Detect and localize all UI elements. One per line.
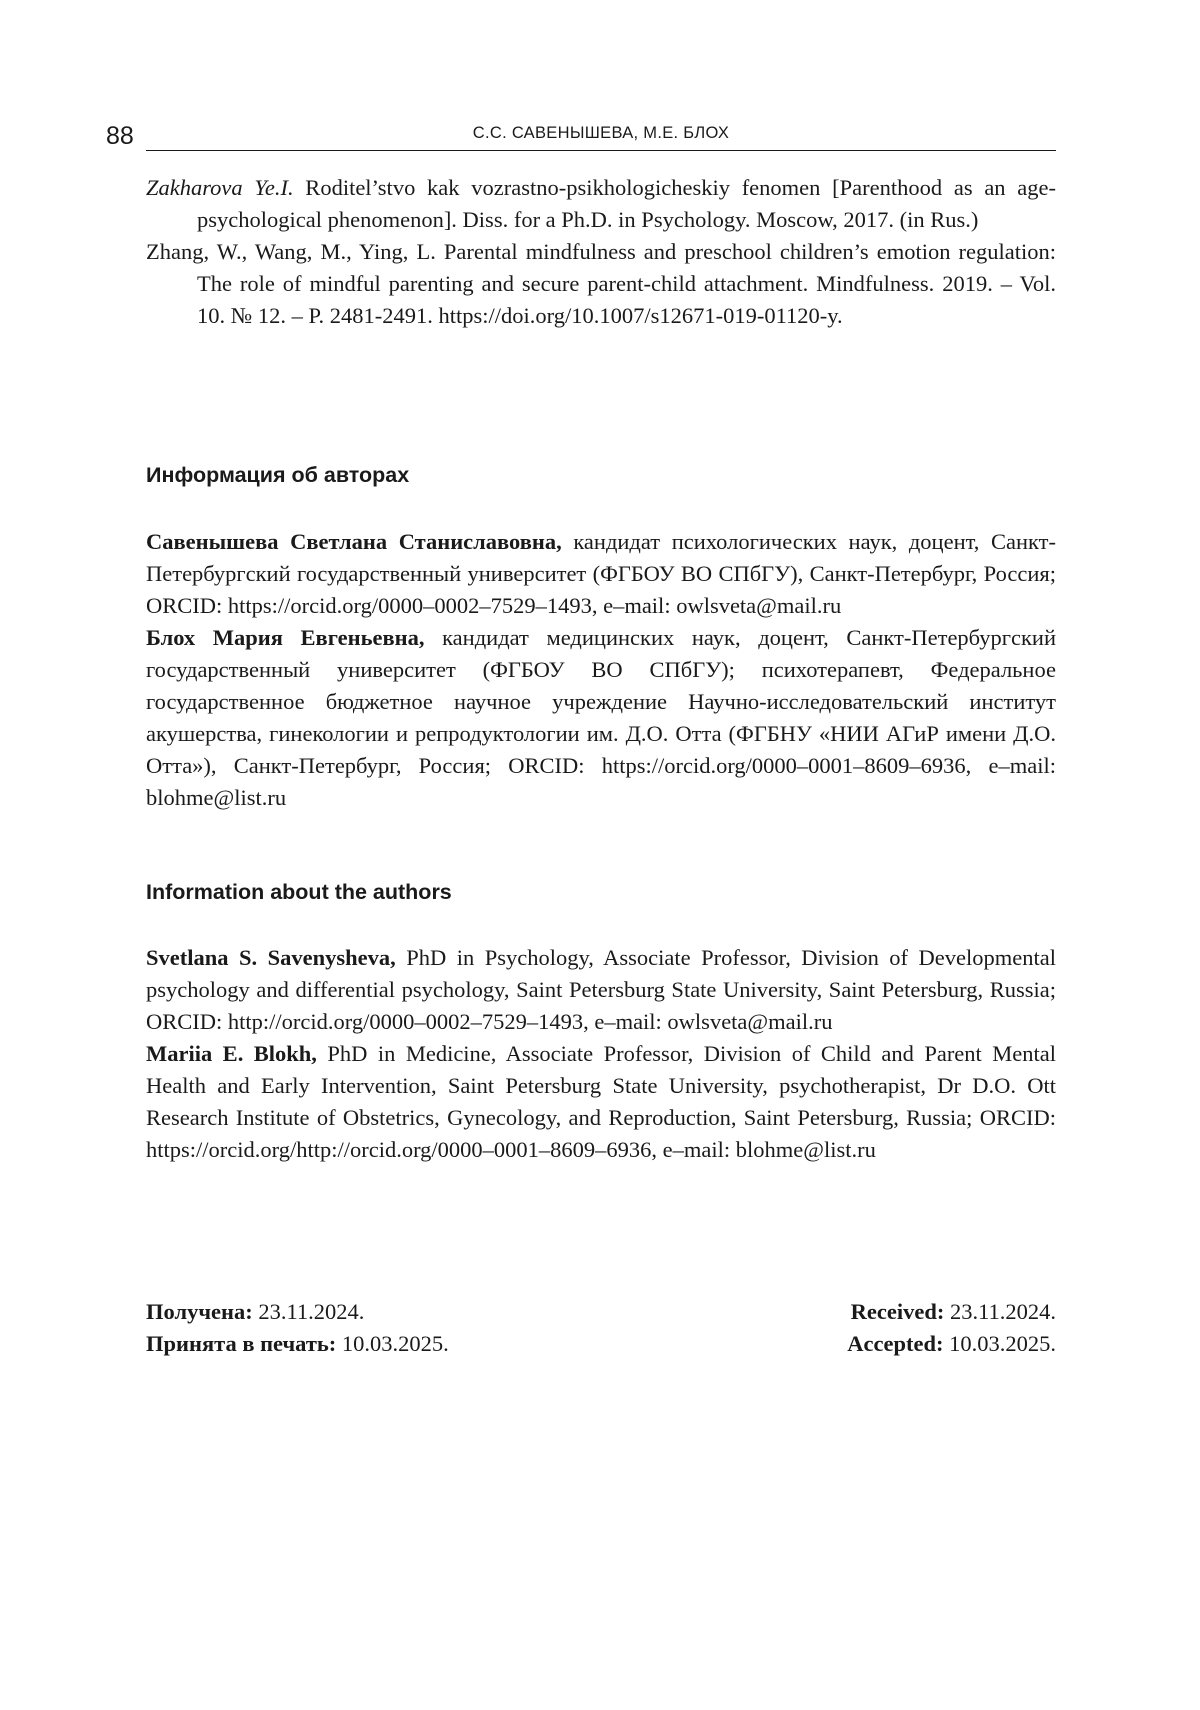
received-ru-label: Получена: xyxy=(146,1299,253,1324)
publication-dates xyxy=(146,1296,1056,1360)
authors-info-ru xyxy=(146,526,1056,814)
author-name: Савенышева Светлана Станиславовна, xyxy=(146,529,562,554)
received-en-value: 23.11.2024. xyxy=(944,1299,1056,1324)
accepted-ru-value: 10.03.2025. xyxy=(336,1331,449,1356)
received-ru xyxy=(146,1296,364,1328)
author-entry xyxy=(146,622,1056,814)
header-rule xyxy=(146,150,1056,151)
reference-text: Zhang, W., Wang, M., Ying, L. Parental mindfulness and preschool children’s emotion regulation: The role of mindful parenting and secure parent-child attachment. Mindfulness. 2019. – Vol. 10. № 12. – P. 2481-2491. https://doi.org/10.1007/s12671-019-01120-y. xyxy=(146,239,1056,328)
author-name: Svetlana S. Savenysheva, xyxy=(146,945,396,970)
author-name: Блох Мария Евгеньевна, xyxy=(146,625,425,650)
author-name: Mariia E. Blokh, xyxy=(146,1041,317,1066)
author-entry xyxy=(146,942,1056,1038)
reference-author: Zakharova Ye.I. xyxy=(146,175,294,200)
authors-heading-en: Information about the authors xyxy=(146,880,452,904)
date-row-received xyxy=(146,1296,1056,1328)
accepted-en xyxy=(847,1328,1056,1360)
reference-text: Roditel’stvo kak vozrastno-psikhologicheskiy fenomen [Parenthood as an age-psychological phenomenon]. Diss. for a Ph.D. in Psychology. Moscow, 2017. (in Rus.) xyxy=(197,175,1056,232)
page-number: 88 xyxy=(106,122,134,150)
accepted-en-label: Accepted: xyxy=(847,1331,944,1356)
author-details: PhD in Medicine, Associate Professor, Division of Child and Parent Mental Health and Early Intervention, Saint Petersburg State University, psychotherapist, Dr D.O. Ott Research Institute of Obstetrics, Gynecology, and Reproduction, Saint Petersburg, Russia; ORCID: https://orcid.org/http://orcid.org/0000–0001–8609–6936, e–mail: blohme@list.ru xyxy=(146,1041,1056,1162)
authors-info-en xyxy=(146,942,1056,1166)
author-entry xyxy=(146,526,1056,622)
date-row-accepted xyxy=(146,1328,1056,1360)
author-details: кандидат психологических наук, доцент, Санкт-Петербургский государственный университет (ФГБОУ ВО СПбГУ), Санкт-Петербург, Россия; ORCID: https://orcid.org/0000–0002–7529–1493, e–mail: owlsveta@mail.ru xyxy=(146,529,1056,618)
accepted-ru-label: Принята в печать: xyxy=(146,1331,337,1356)
author-details: PhD in Psychology, Associate Professor, Division of Developmental psychology and differential psychology, Saint Petersburg State University, Saint Petersburg, Russia; ORCID: http://orcid.org/0000–0002–7529–1493, e–mail: owlsveta@mail.ru xyxy=(146,945,1056,1034)
accepted-ru xyxy=(146,1328,449,1360)
authors-heading-ru: Информация об авторах xyxy=(146,463,410,487)
author-entry xyxy=(146,1038,1056,1166)
received-ru-value: 23.11.2024. xyxy=(252,1299,365,1324)
author-details: кандидат медицинских наук, доцент, Санкт-Петербургский государственный университет (ФГБОУ ВО СПбГУ); психотерапевт, Федеральное государственное бюджетное научное учреждение Научно-исследовательский институт акушерства, гинекологии и репродуктологии им. Д.О. Отта (ФГБНУ «НИИ АГиР имени Д.О. Отта»), Санкт-Петербург, Россия; ORCID: https://orcid.org/0000–0001–8609–6936, e–mail: blohme@list.ru xyxy=(146,625,1056,810)
running-title: С.С. САВЕНЫШЕВА, М.Е. БЛОХ xyxy=(472,124,730,142)
received-en xyxy=(851,1296,1056,1328)
accepted-en-value: 10.03.2025. xyxy=(943,1331,1056,1356)
reference-list xyxy=(146,172,1056,332)
reference-item xyxy=(146,236,1056,332)
reference-item xyxy=(146,172,1056,236)
page-header xyxy=(106,116,1056,156)
received-en-label: Received: xyxy=(850,1299,945,1324)
